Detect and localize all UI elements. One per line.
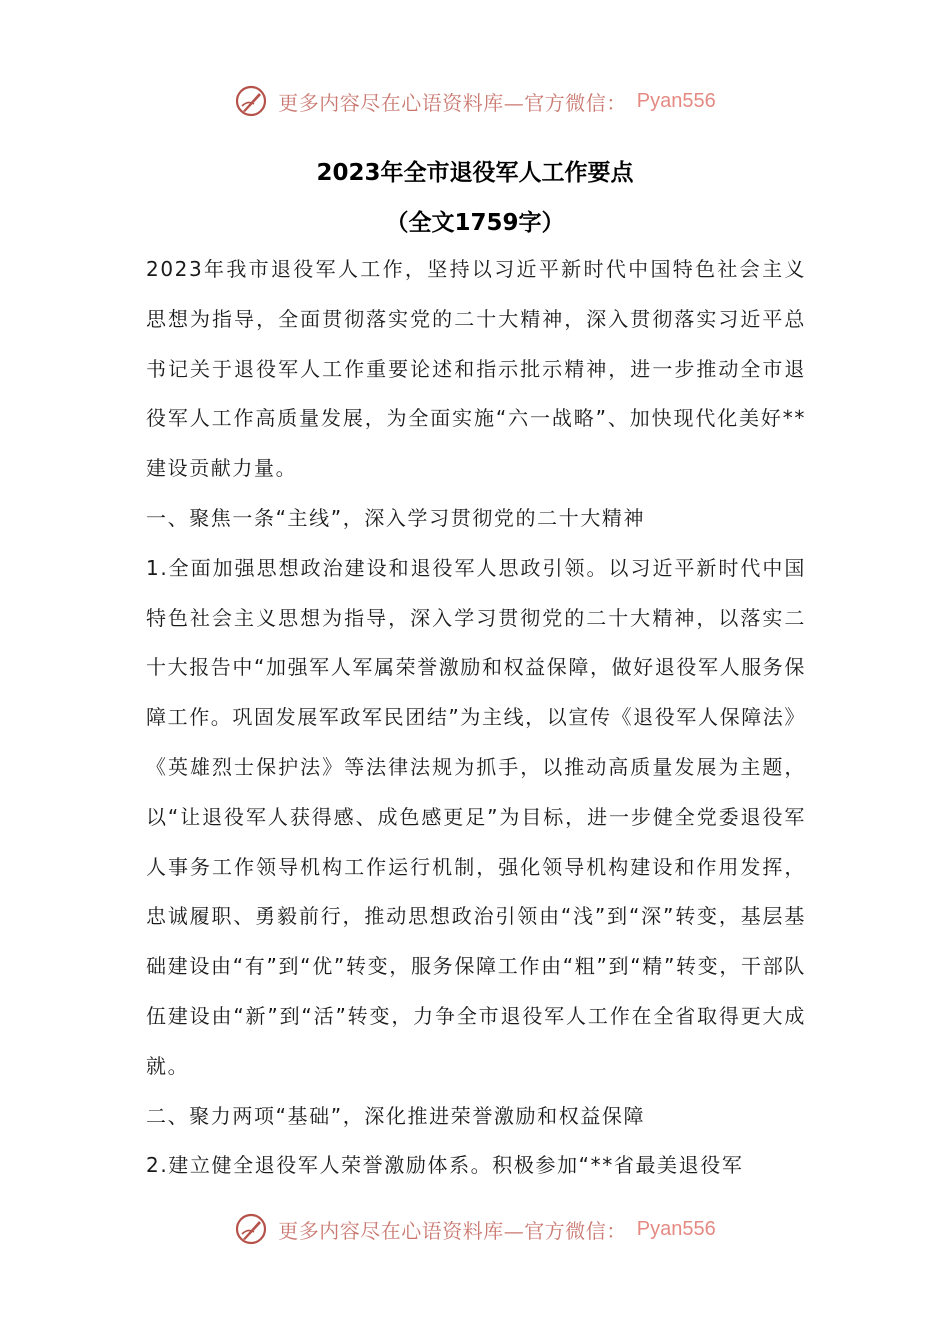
watermark-text: 更多内容尽在心语资料库—官方微信： bbox=[278, 90, 627, 115]
document-title: 2023年全市退役军人工作要点 bbox=[316, 160, 634, 186]
watermark-wechat-id: Pyan556 bbox=[636, 89, 716, 112]
quill-pen-logo-icon bbox=[234, 1212, 268, 1246]
intro-paragraph: 2023年我市退役军人工作，坚持以习近平新时代中国特色社会主义思想为指导，全面贯彻落实党的二十大精神，深入贯彻落实习近平总书记关于退役军人工作重要论述和指示批示精神，进一步推动全市退役军人工作高质量发展，为全面实施“六一战略”、加快现代化美好**建设贡献力量。 bbox=[146, 257, 806, 481]
document-subtitle: （全文1759字） bbox=[385, 210, 565, 236]
quill-pen-logo-icon bbox=[234, 84, 268, 118]
section-heading-2: 二、聚力两项“基础”，深化推进荣誉激励和权益保障 bbox=[146, 1103, 646, 1128]
item-paragraph-1: 1.全面加强思想政治建设和退役军人思政引领。以习近平新时代中国特色社会主义思想为指导，深入学习贯彻党的二十大精神，以落实二十大报告中“加强军人军属荣誉激励和权益保障，做好退役军人服务保障工作。巩固发展军政军民团结”为主线，以宣传《退役军人保障法》《英雄烈士保护法》等法律法规为抓手，以推动高质量发展为主题，以“让退役军人获得感、成色感更足”为目标，进一步健全党委退役军人事务工作领导机构工作运行机制，强化领导机构建设和作用发挥，忠诚履职、勇毅前行，推动思想政治引领由“浅”到“深”转变，基层基础建设由“有”到“优”转变，服务保障工作由“粗”到“精”转变，干部队伍建设由“新”到“活”转变，力争全市退役军人工作在全省取得更大成就。 bbox=[146, 555, 806, 1078]
watermark-text: 更多内容尽在心语资料库—官方微信： bbox=[278, 1218, 627, 1243]
watermark-footer bbox=[0, 1212, 950, 1246]
item-paragraph-2: 2.建立健全退役军人荣誉激励体系。积极参加“**省最美退役军 bbox=[146, 1153, 744, 1178]
watermark-wechat-id: Pyan556 bbox=[636, 1217, 716, 1240]
document-body bbox=[146, 245, 806, 1191]
watermark-header bbox=[0, 84, 950, 118]
section-heading-1: 一、聚焦一条“主线”，深入学习贯彻党的二十大精神 bbox=[146, 505, 646, 530]
